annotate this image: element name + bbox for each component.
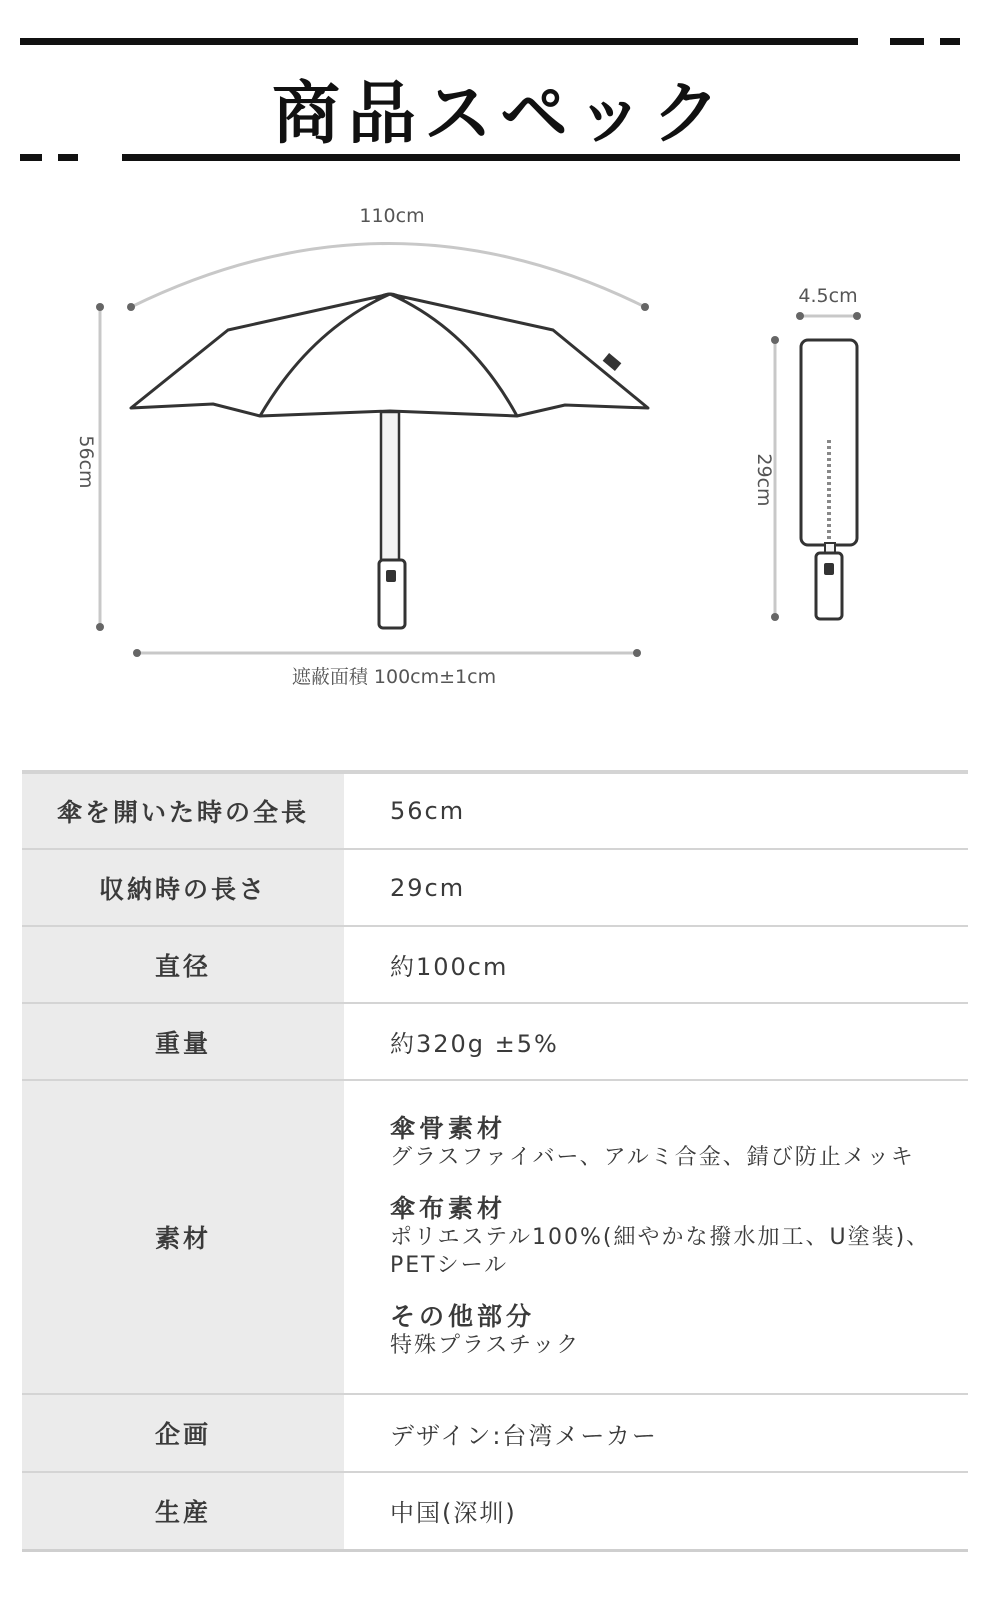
spec-value-material (344, 1080, 968, 1394)
spec-value-planning: デザイン:台湾メーカー (390, 1421, 658, 1450)
spec-label-weight: 重量 (22, 1003, 344, 1080)
material-canopy-block (390, 1194, 968, 1280)
header-top-dash-2 (940, 38, 960, 45)
table-row (22, 772, 968, 849)
spec-label-planning: 企画 (22, 1394, 344, 1472)
spec-label-material: 素材 (22, 1080, 344, 1394)
folded-umbrella-icon (801, 340, 857, 619)
material-other-text: 特殊プラスチック (390, 1333, 581, 1358)
table-row (22, 926, 968, 1003)
material-canopy-heading: 傘布素材 (390, 1194, 507, 1223)
spec-value-diameter: 約100cm (390, 953, 509, 981)
arc-dimension-dot-right (641, 303, 649, 311)
spec-table (22, 770, 968, 1552)
table-row (22, 1080, 968, 1394)
spec-label-open-length: 傘を開いた時の全長 (22, 772, 344, 849)
header-bottom-line (122, 154, 960, 161)
table-row (22, 1394, 968, 1472)
page-title: 商品スペック (271, 75, 728, 154)
material-frame-heading: 傘骨素材 (390, 1114, 507, 1143)
spec-label-production: 生産 (22, 1472, 344, 1550)
header-top-line (20, 38, 858, 45)
material-canopy-text-1: ポリエステル100%(細やかな撥水加工、U塗装)、 (390, 1225, 931, 1250)
header-bottom-dash-1 (20, 154, 42, 161)
spec-label-diameter: 直径 (22, 926, 344, 1003)
header-bottom-dash-2 (58, 154, 78, 161)
spec-value-open-length: 56cm (390, 797, 466, 825)
spec-value-folded-length: 29cm (390, 873, 466, 902)
arc-label: 110cm (359, 205, 425, 227)
material-frame-text: グラスファイバー、アルミ合金、錆び防止メッキ (390, 1145, 915, 1170)
table-row (22, 1003, 968, 1080)
table-row (22, 1472, 968, 1550)
arc-dimension-dot-left (127, 303, 135, 311)
material-other-block (390, 1302, 968, 1360)
spec-label-folded-length: 収納時の長さ (22, 849, 344, 926)
material-other-heading: その他部分 (390, 1302, 536, 1331)
open-umbrella-icon (131, 294, 648, 628)
material-canopy-text-2: PETシール (390, 1253, 509, 1278)
height-open-label: 56cm (75, 435, 97, 489)
coverage-label: 遮蔽面積 100cm±1cm (291, 666, 497, 688)
umbrella-dimension-diagram (0, 190, 1000, 710)
table-row (22, 849, 968, 926)
spec-value-weight: 約320g ±5% (390, 1030, 559, 1058)
spec-value-production: 中国(深圳) (390, 1499, 517, 1528)
material-frame-block (390, 1114, 968, 1172)
folded-width-label: 4.5cm (798, 285, 858, 307)
folded-height-label: 29cm (753, 453, 775, 507)
header-top-dash-1 (890, 38, 924, 45)
